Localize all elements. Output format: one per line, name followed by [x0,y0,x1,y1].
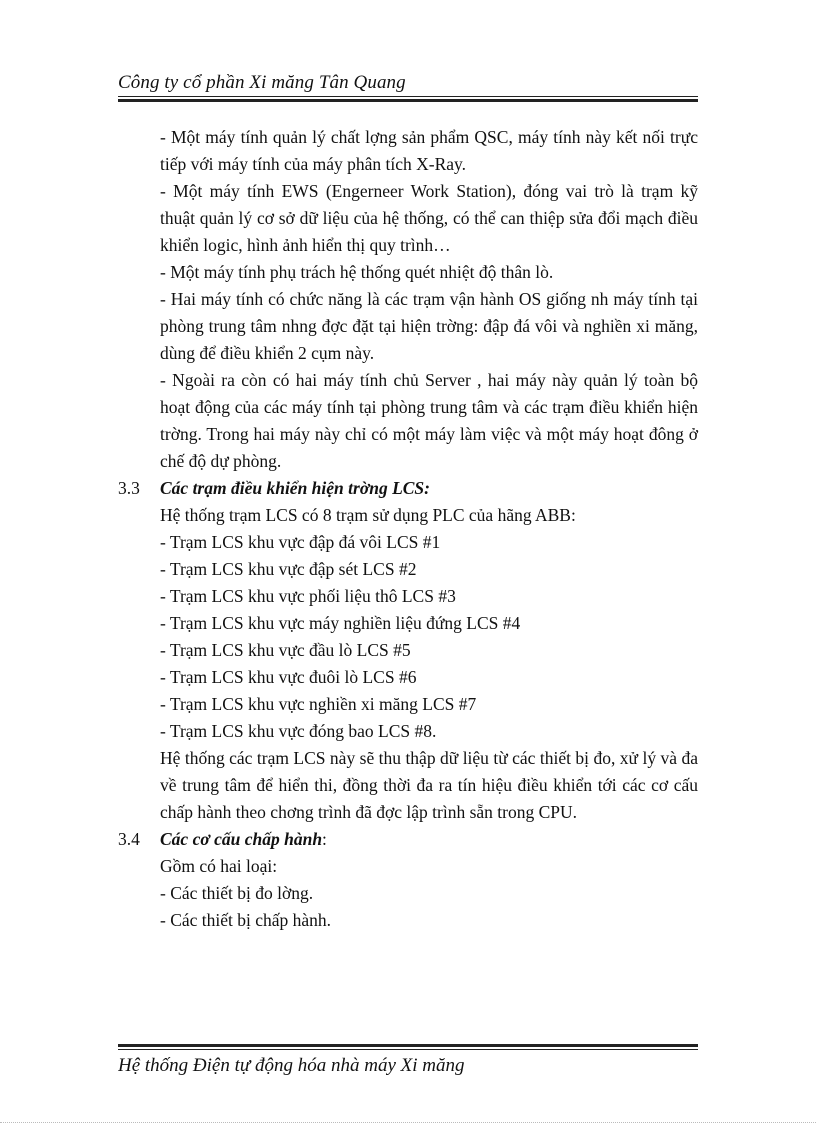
footer-rule-thick [118,1044,698,1047]
paragraph-ews-computer: - Một máy tính EWS (Engerneer Work Station), đóng vai trò là trạm kỹ thuật quản lý cơ sở dữ liệu của hệ thống, có thể can thiệp sửa đổi mạch điều khiển logic, hình ảnh hiển thị quy trình… [160,181,698,255]
list-item: - Trạm LCS khu vực đập đá vôi LCS #1 [160,532,441,552]
footer-rule-thin [118,1049,698,1050]
section-number: 3.3 [118,478,140,498]
list-item: - Trạm LCS khu vực phối liệu thô LCS #3 [160,586,456,606]
section-title: Các trạm điều khiển hiện trờng LCS: [160,478,430,498]
paragraph-servers: - Ngoài ra còn có hai máy tính chủ Server , hai máy này quản lý toàn bộ hoạt động của các máy tính tại phòng trung tâm và các trạm điều khiển hiện trờng. Trong hai máy này chỉ có một máy làm việc và một máy hoạt đông ở chế độ dự phòng. [160,370,698,471]
list-item: - Trạm LCS khu vực đuôi lò LCS #6 [160,667,417,687]
section-title: Các cơ cấu chấp hành [160,829,323,849]
section-heading-3-3 [118,475,698,502]
header-rule-thin [118,96,698,97]
list-item: - Trạm LCS khu vực máy nghiền liệu đứng LCS #4 [160,613,521,633]
list-item: - Trạm LCS khu vực đập sét LCS #2 [160,559,417,579]
paragraph-kiln-scanner: - Một máy tính phụ trách hệ thống quét nhiệt độ thân lò. [160,262,554,282]
header-company-name: Công ty cổ phần Xi măng Tân Quang [118,72,406,93]
section-intro: Gồm có hai loại: [160,856,278,876]
section-intro: Hệ thống trạm LCS có 8 trạm sử dụng PLC của hãng ABB: [160,505,576,525]
list-item: - Các thiết bị đo lờng. [160,883,314,903]
list-item: - Trạm LCS khu vực đầu lò LCS #5 [160,640,411,660]
section-heading-3-4 [118,826,698,853]
footer-title: Hệ thống Điện tự động hóa nhà máy Xi măng [118,1055,465,1076]
list-item: - Trạm LCS khu vực đóng bao LCS #8. [160,721,437,741]
page-body [118,124,698,934]
paragraph-lcs-summary: Hệ thống các trạm LCS này sẽ thu thập dữ liệu từ các thiết bị đo, xử lý và đa về trung tâm để hiển thi, đồng thời đa ra tín hiệu điều khiển tới các cơ cấu chấp hành theo chơng trình đã đợc lập trình sẵn trong CPU. [160,748,698,822]
section-number: 3.4 [118,829,140,849]
station-list [118,529,698,745]
paragraph-os-stations: - Hai máy tính có chức năng là các trạm vận hành OS giống nh máy tính tại phòng trung tâm nhng đợc đặt tại hiện trờng: đập đá vôi và nghiền xi măng, dùng để điều khiển 2 cụm này. [160,289,698,363]
list-item: - Các thiết bị chấp hành. [160,910,332,930]
paragraph-qsc-computer: - Một máy tính quản lý chất lợng sản phẩm QSC, máy tính này kết nối trực tiếp với máy tính của máy phân tích X-Ray. [160,127,698,174]
section-title-colon: : [322,829,327,849]
header-rule-thick [118,99,698,102]
list-item: - Trạm LCS khu vực nghiền xi măng LCS #7 [160,694,477,714]
